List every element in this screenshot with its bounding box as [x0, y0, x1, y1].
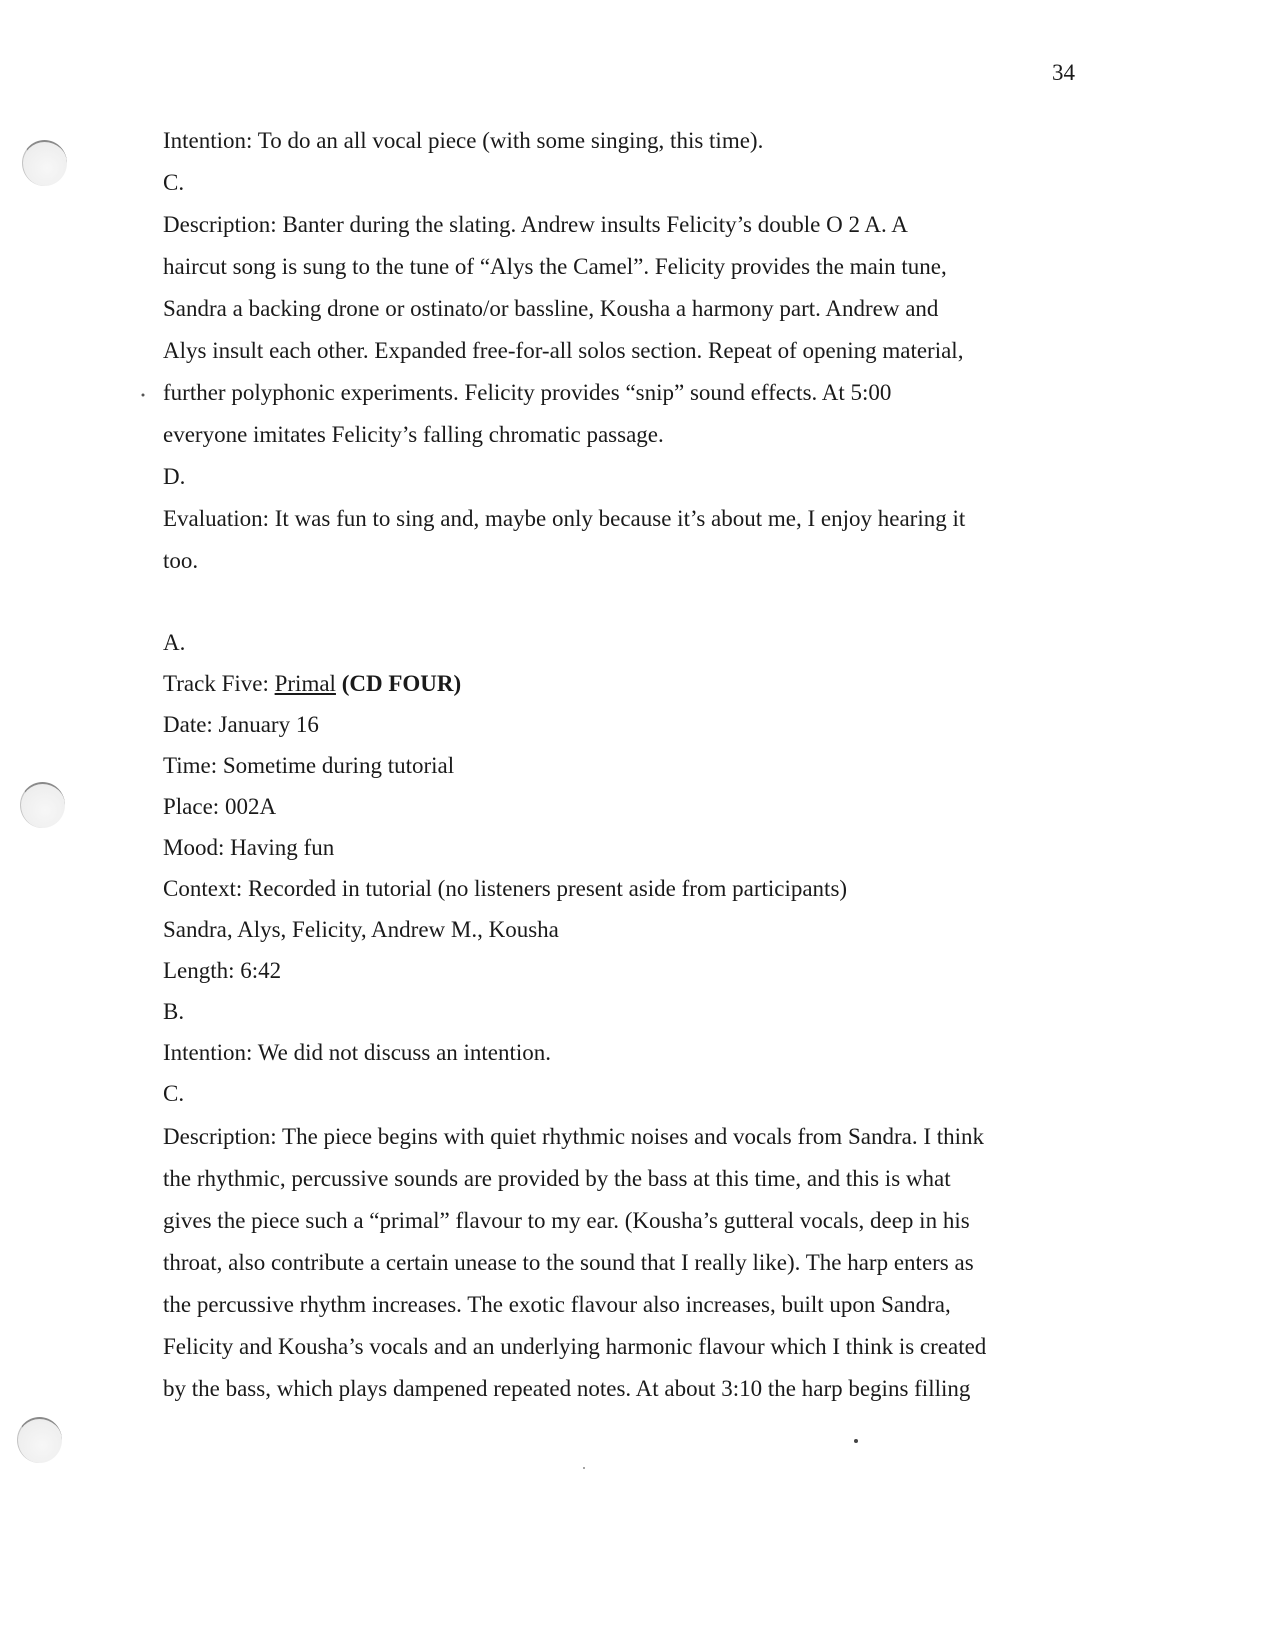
description-line: Sandra a backing drone or ostinato/or bassline, Kousha a harmony part. Andrew and — [163, 296, 939, 321]
evaluation-line: Evaluation: It was fun to sing and, maybe only because it’s about me, I enjoy hearing it — [163, 506, 966, 531]
description-line: the rhythmic, percussive sounds are provided by the bass at this time, and this is what — [163, 1166, 951, 1191]
date-line: Date: January 16 — [163, 712, 319, 737]
section-marker-a: A. — [163, 630, 186, 655]
description-line: further polyphonic experiments. Felicity provides “snip” sound effects. At 5:00 — [163, 380, 892, 405]
section-marker-b: B. — [163, 999, 185, 1024]
description-line: gives the piece such a “primal” flavour to my ear. (Kousha’s gutteral vocals, deep in his — [163, 1208, 970, 1233]
section-marker-d: D. — [163, 464, 186, 489]
description-line: haircut song is sung to the tune of “Alys the Camel”. Felicity provides the main tune, — [163, 254, 947, 279]
participants-line: Sandra, Alys, Felicity, Andrew M., Kousha — [163, 917, 559, 942]
intention-line: Intention: We did not discuss an intention. — [163, 1040, 552, 1065]
description-line: Description: The piece begins with quiet rhythmic noises and vocals from Sandra. I think — [163, 1124, 985, 1149]
track-prefix: Track Five: — [163, 671, 275, 696]
time-line: Time: Sometime during tutorial — [163, 753, 455, 778]
description-line: throat, also contribute a certain unease to the sound that I really like). The harp enters as — [163, 1250, 974, 1275]
section-marker-c: C. — [163, 170, 185, 195]
description-line: by the bass, which plays dampened repeated notes. At about 3:10 the harp begins filling — [163, 1376, 971, 1401]
intention-line: Intention: To do an all vocal piece (with some singing, this time). — [163, 128, 764, 153]
track-heading — [163, 671, 461, 697]
place-line: Place: 002A — [163, 794, 277, 819]
description-line: the percussive rhythm increases. The exotic flavour also increases, built upon Sandra, — [163, 1292, 951, 1317]
speck — [854, 1439, 858, 1443]
context-line: Context: Recorded in tutorial (no listeners present aside from participants) — [163, 876, 848, 901]
speck — [583, 1467, 585, 1469]
speck — [142, 394, 145, 397]
length-line: Length: 6:42 — [163, 958, 282, 983]
page-number: 34 — [1052, 60, 1075, 85]
evaluation-line: too. — [163, 548, 199, 573]
section-marker-c: C. — [163, 1081, 185, 1106]
description-line: everyone imitates Felicity’s falling chromatic passage. — [163, 422, 664, 447]
track-title: Primal — [274, 671, 336, 696]
description-line: Felicity and Kousha’s vocals and an underlying harmonic flavour which I think is created — [163, 1334, 987, 1359]
description-line: Description: Banter during the slating. Andrew insults Felicity’s double O 2 A. A — [163, 212, 908, 237]
track-cd: (CD FOUR) — [341, 671, 462, 696]
description-line: Alys insult each other. Expanded free-for-all solos section. Repeat of opening material, — [163, 338, 964, 363]
mood-line: Mood: Having fun — [163, 835, 335, 860]
